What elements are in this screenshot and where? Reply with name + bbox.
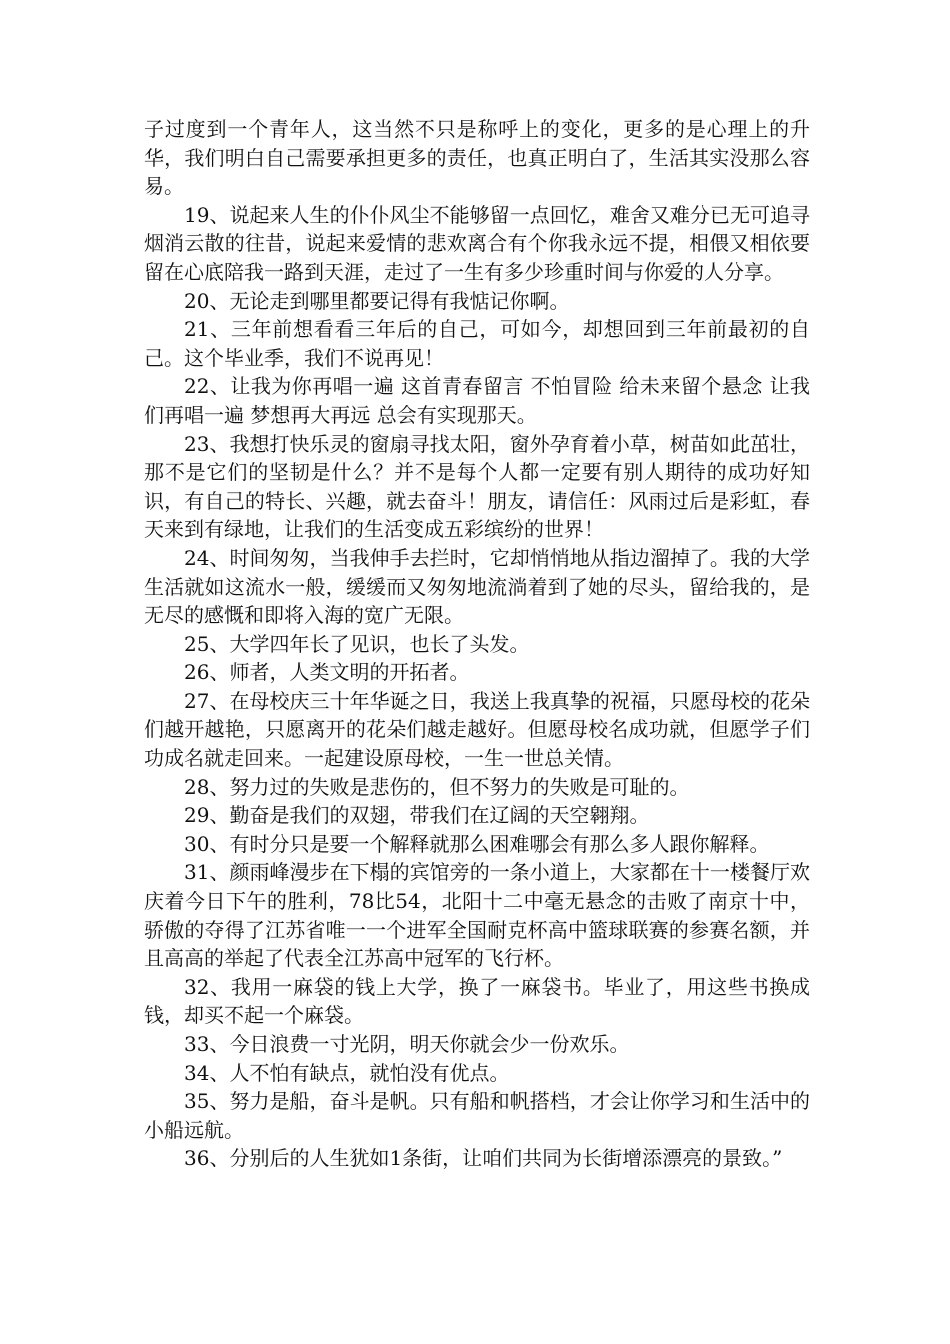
paragraph-item-28: 28、努力过的失败是悲伤的，但不努力的失败是可耻的。 bbox=[184, 774, 690, 799]
document-body bbox=[144, 115, 810, 1173]
paragraph-item-35: 35、努力是船，奋斗是帆。只有船和帆搭档，才会让你学习和生活中的小船远航。 bbox=[144, 1089, 810, 1142]
paragraph-item-32: 32、我用一麻袋的钱上大学，换了一麻袋书。毕业了，用这些书换成钱，却买不起一个麻袋。 bbox=[144, 974, 810, 1028]
paragraph-item-30: 30、有时分只是要一个解释就那么困难哪会有那么多人跟你解释。 bbox=[184, 831, 770, 856]
paragraph-item-24: 24、时间匆匆，当我伸手去拦时，它却悄悄地从指边溜掉了。我的大学生活就如这流水一般，缓缓而又匆匆地流淌着到了她的尽头，留给我的，是无尽的感慨和即将入海的宽广无限。 bbox=[144, 545, 810, 628]
paragraph-item-36: 36、分别后的人生犹如1条街，让咱们共同为长街增添漂亮的景致。” bbox=[184, 1146, 783, 1171]
paragraph-item-31: 31、颜雨峰漫步在下榻的宾馆旁的一条小道上，大家都在十一楼餐厅欢庆着今日下午的胜利，78比54，北阳十二中毫无悬念的击败了南京十中，骄傲的夺得了江苏省唯一一个进军全国耐克杯高中篮球联赛的参赛名额，并且高高的举起了代表全江苏高中冠军的飞行杯。 bbox=[144, 860, 810, 971]
paragraph-item-22: 22、让我为你再唱一遍 这首青春留言 不怕冒险 给未来留个悬念 让我们再唱一遍 梦想再大再远 总会有实现那天。 bbox=[144, 374, 810, 427]
paragraph-item-26: 26、师者，人类文明的开拓者。 bbox=[184, 660, 470, 685]
paragraph-item-19: 19、说起来人生的仆仆风尘不能够留一点回忆，难舍又难分已无可追寻烟消云散的往昔，说起来爱情的悲欢离合有个你我永远不提，相偎又相依要留在心底陪我一路到天涯，走过了一生有多少珍重时间与你爱的人分享。 bbox=[144, 202, 810, 284]
paragraph-item-34: 34、人不怕有缺点，就怕没有优点。 bbox=[184, 1060, 510, 1085]
paragraph-continuation: 子过度到一个青年人，这当然不只是称呼上的变化，更多的是心理上的升华，我们明白自己需要承担更多的责任，也真正明白了，生活其实没那么容易。 bbox=[144, 117, 810, 199]
paragraph-item-23: 23、我想打快乐灵的窗扇寻找太阳，窗外孕育着小草，树苗如此茁壮，那不是它们的坚韧是什么？并不是每个人都一定要有别人期待的成功好知识，有自己的特长、兴趣，就去奋斗！朋友，请信任：风雨过后是彩虹，春天来到有绿地，让我们的生活变成五彩缤纷的世界！ bbox=[144, 431, 810, 542]
paragraph-item-21: 21、三年前想看看三年后的自己，可如今，却想回到三年前最初的自己。这个毕业季，我们不说再见！ bbox=[144, 317, 810, 370]
paragraph-item-20: 20、无论走到哪里都要记得有我惦记你啊。 bbox=[184, 288, 570, 313]
paragraph-item-33: 33、今日浪费一寸光阴，明天你就会少一份欢乐。 bbox=[184, 1032, 630, 1056]
paragraph-item-25: 25、大学四年长了见识，也长了头发。 bbox=[184, 631, 530, 656]
paragraph-item-29: 29、勤奋是我们的双翅，带我们在辽阔的天空翱翔。 bbox=[184, 803, 650, 828]
paragraph-item-27: 27、在母校庆三十年华诞之日，我送上我真挚的祝福，只愿母校的花朵们越开越艳，只愿离开的花朵们越走越好。但愿母校名成功就，但愿学子们功成名就走回来。一起建设原母校，一生一世总关情。 bbox=[144, 688, 810, 771]
